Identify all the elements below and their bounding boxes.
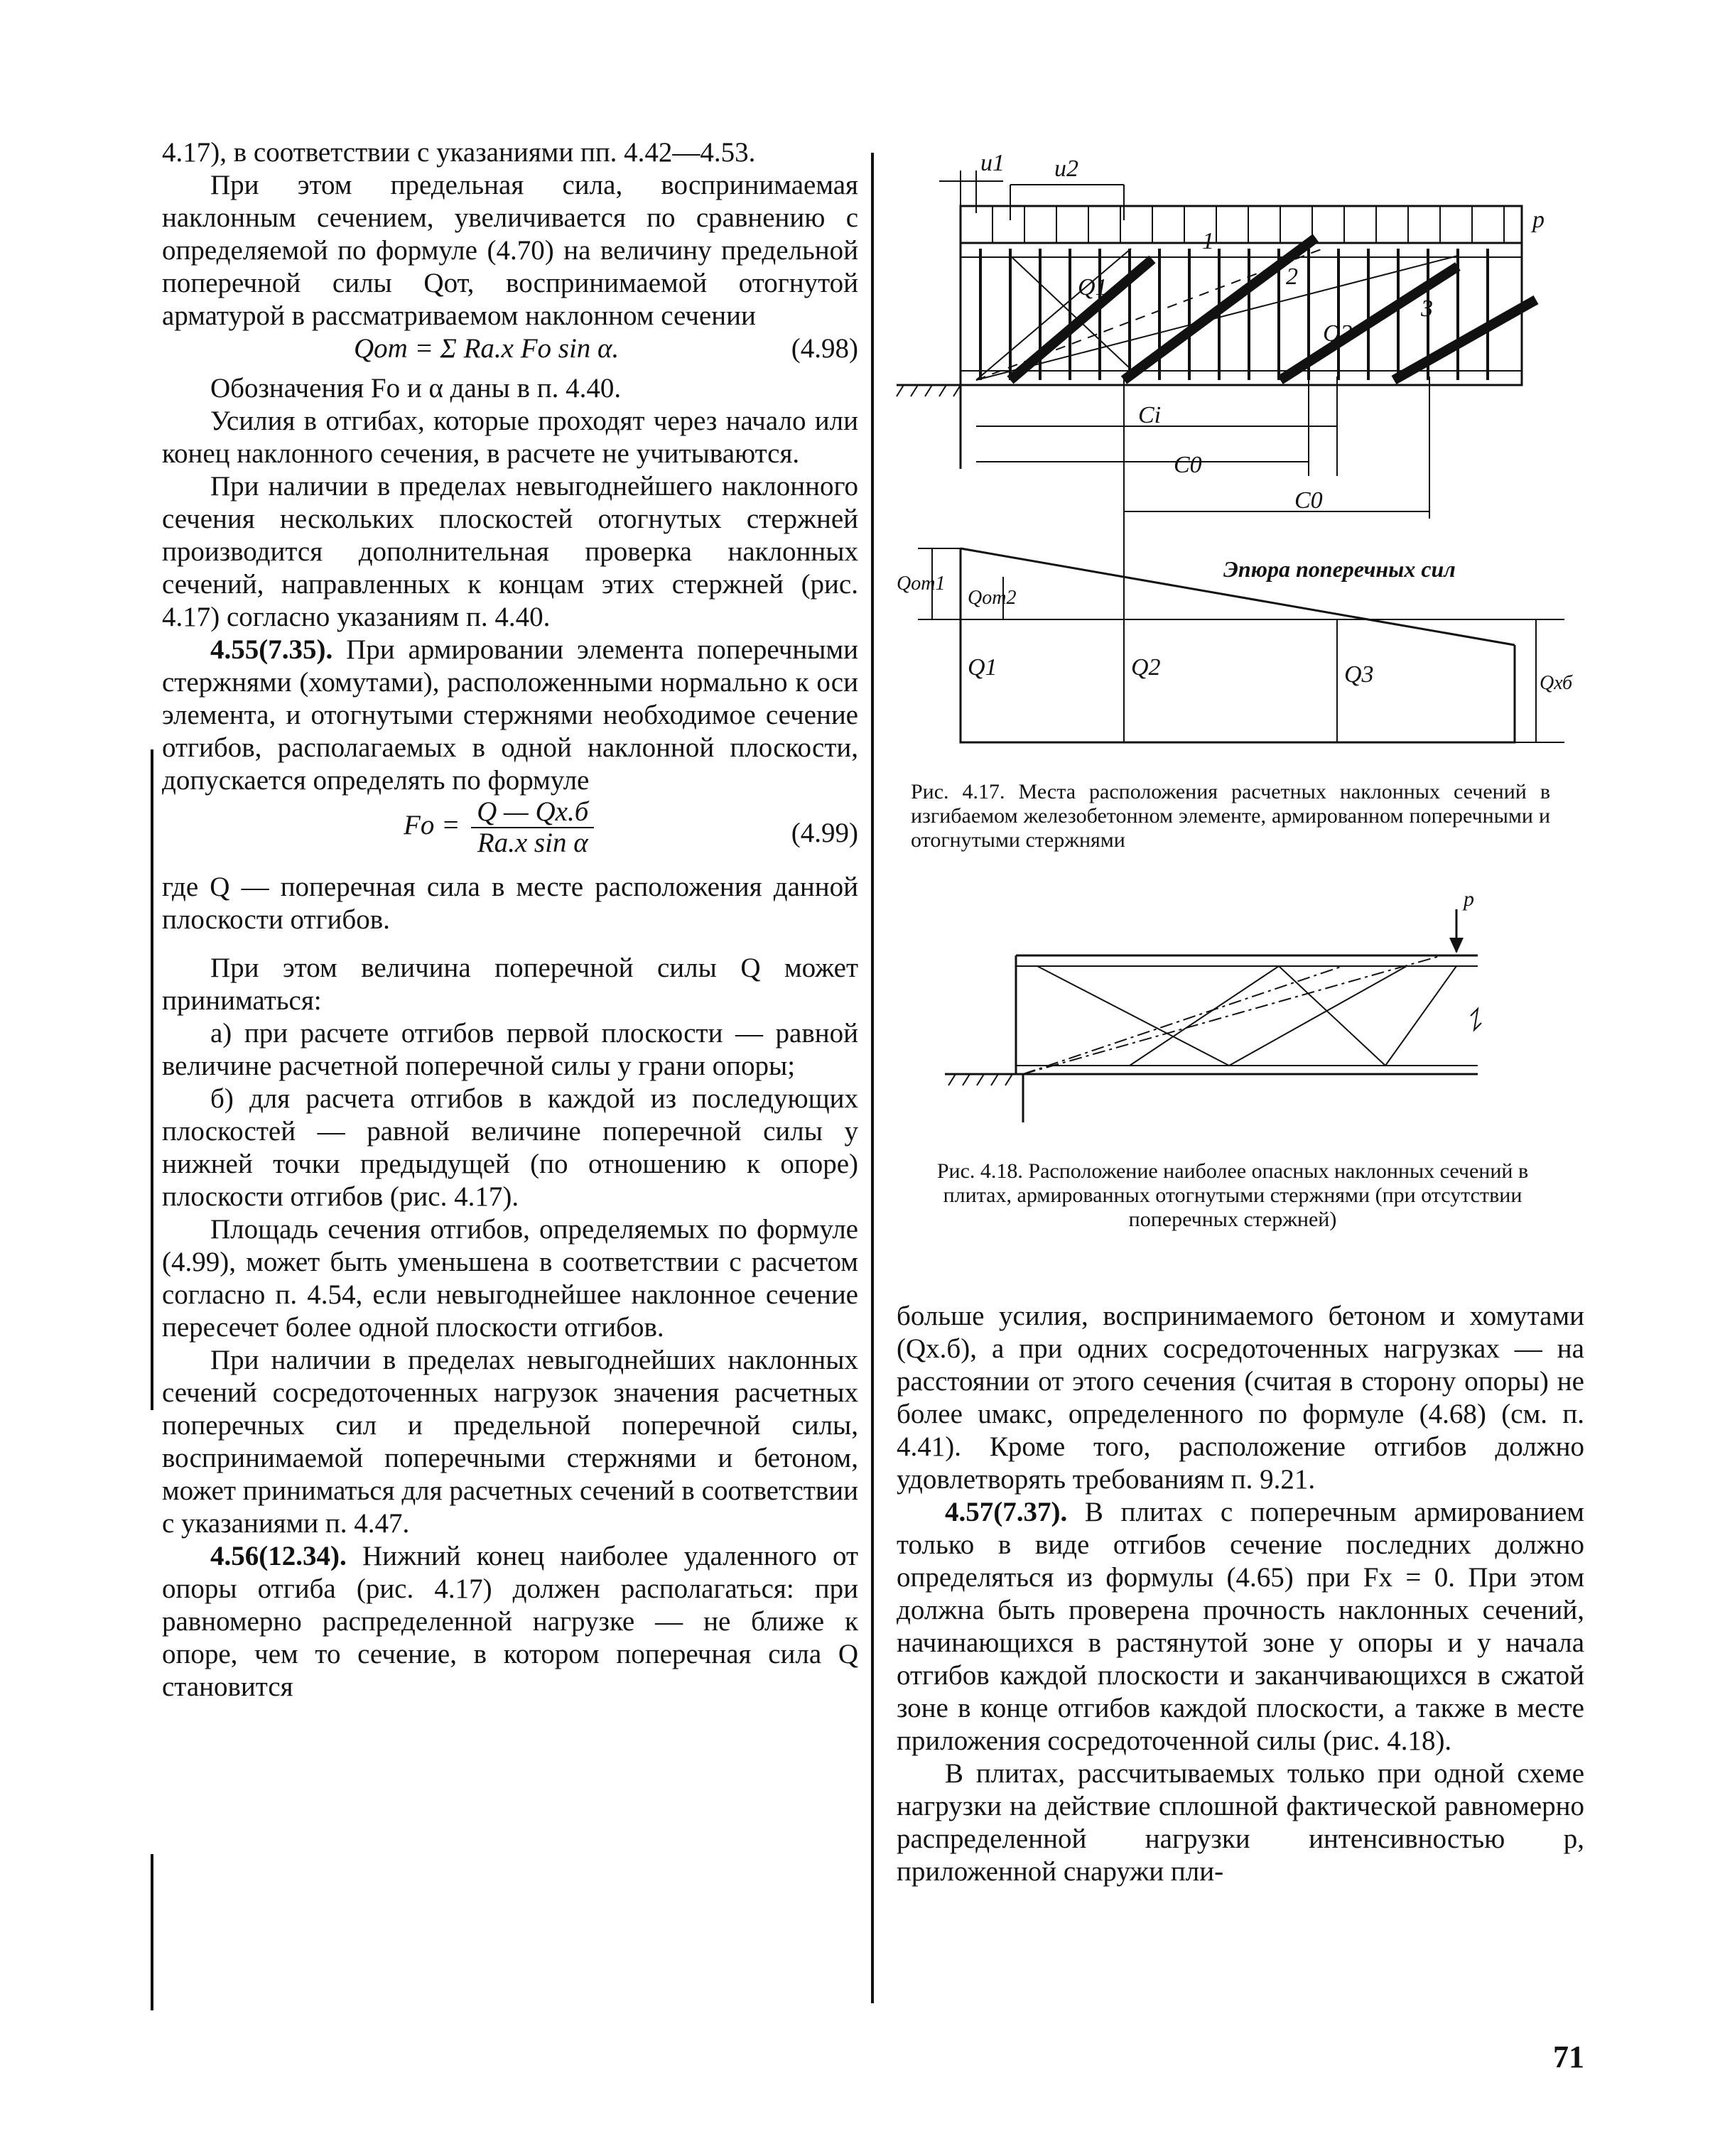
page-number: 71 <box>1553 2039 1584 2074</box>
figure-4-18 <box>945 888 1527 1130</box>
equation-lhs: Fо = <box>404 809 460 840</box>
equation-4-98 <box>162 332 858 372</box>
figure-4-18-caption: Рис. 4.18. Расположение наиболее опасных наклонных сечений в плитах, армированных отогнутыми стержнями (при отсутствии поперечных стержней) <box>936 1159 1529 1231</box>
fraction <box>471 797 594 858</box>
right-column <box>897 1300 1584 1888</box>
label-2: 2 <box>1286 264 1298 290</box>
paragraph-text: При армировании элемента поперечными стержнями (хомутами), расположенными нормально к оси элемента, и отогнутыми стержнями необходимое сечение отгибов, располагаемых в одной наклонной плоскости, допускается определять по формуле <box>162 634 858 796</box>
paragraph: а) при расчете отгибов первой плоскости — равной величине расчетной поперечной силы у грани опоры; <box>162 1018 858 1081</box>
label-q2: Q2 <box>1131 654 1161 681</box>
label-diagram-title: Эпюра поперечных сил <box>1223 556 1456 582</box>
paragraph <box>162 1540 858 1703</box>
beam-outline <box>961 243 1522 385</box>
label-Q2: Q2 <box>1323 320 1353 347</box>
paragraph <box>897 1496 1584 1757</box>
paragraph: 4.17), в соответствии с указаниями пп. 4.42—4.53. <box>162 137 756 168</box>
label-c0b: C0 <box>1294 487 1323 514</box>
label-qot2: Qот2 <box>968 587 1017 609</box>
label-p: p <box>1532 207 1545 233</box>
dangerous-sections <box>1023 955 1442 1074</box>
change-bar <box>151 1854 153 2010</box>
equation-4-99 <box>162 797 858 871</box>
label-u1: u1 <box>980 150 1005 176</box>
paragraph <box>162 634 858 797</box>
paragraph: Обозначения Fо и α даны в п. 4.40. <box>210 373 622 403</box>
paragraph: При наличии в пределах невыгоднейшего наклонного сечения нескольких плоскостей отогнутых стержней производится дополнительная проверка наклонных сечений, направленных к концам этих стержней (рис. 4.17) согласно указаниям п. 4.40. <box>162 471 858 632</box>
paragraph: При этом величина поперечной силы Q может приниматься: <box>162 953 858 1016</box>
label-ci: Ci <box>1138 402 1162 428</box>
equation-body: Qот = Σ Ra.x Fo sin α. <box>354 333 620 364</box>
paragraph: где Q — поперечная сила в месте расположения данной плоскости отгибов. <box>162 872 858 935</box>
label-1: 1 <box>1202 228 1214 254</box>
change-bar <box>871 153 874 2003</box>
equation-number: (4.99) <box>791 818 858 848</box>
paragraph: б) для расчета отгибов в каждой из последующих плоскостей — равной величине поперечной силы у нижней точки предыдущей (по отношению к опоре) плоскости отгибов (рис. 4.17). <box>162 1083 858 1212</box>
label-qxb: Qхб <box>1540 672 1573 694</box>
support-hatch <box>948 1074 1012 1085</box>
paragraph: При этом предельная сила, воспринимаемая наклонным сечением, увеличивается по сравнению с определяемой по формуле (4.70) на величину предельной поперечной силы Qот, воспринимаемой отогнутой арматурой в рассматриваемом наклонном сечении <box>162 170 858 331</box>
bent-bars <box>1037 966 1456 1066</box>
paragraph: Усилия в отгибах, которые проходят через начало или конец наклонного сечения, в расчете не учитываются. <box>162 406 858 469</box>
load-strip <box>961 206 1522 243</box>
section-number: 4.56(12.34). <box>210 1541 347 1571</box>
label-c0a: C0 <box>1174 452 1202 478</box>
label-q3: Q3 <box>1344 661 1374 688</box>
load-strip-ticks <box>992 206 1504 243</box>
paragraph-text: Нижний конец наиболее удаленного от опоры отгиба (рис. 4.17) должен располагаться: при равномерно распределенной нагрузке — не ближе к опоре, чем то сечение, в котором поперечная сила Q становится <box>162 1541 858 1702</box>
label-u2: u2 <box>1054 156 1078 182</box>
label-Q1: Q1 <box>1078 274 1108 300</box>
equation-number: (4.98) <box>791 333 858 364</box>
fraction-numerator: Q — Qх.б <box>471 797 594 828</box>
section-number: 4.55(7.35). <box>210 634 333 665</box>
left-column <box>162 136 858 1703</box>
label-p: p <box>1464 887 1474 911</box>
paragraph-text: В плитах с поперечным армированием только в виде отгибов сечение последних должно определяться из формулы (4.65) при Fх = 0. При этом должна быть проверена прочность наклонных сечений, начинающихся в растянутой зоне у опоры и у начала отгибов каждой плоскости и заканчивающихся в сжатой зоне в конце отгибов каждой плоскости, а также в месте приложения сосредоточенной силы (рис. 4.18). <box>897 1497 1584 1756</box>
figure-4-17 <box>897 142 1573 781</box>
label-qot1: Qот1 <box>897 573 946 595</box>
fraction-denominator: Ra.x sin α <box>477 828 588 858</box>
change-bar <box>151 749 153 1410</box>
equation-body <box>404 797 598 858</box>
paragraph: В плитах, рассчитываемых только при одной схеме нагрузки на действие сплошной фактической равномерно распределенной нагрузки интенсивностью p, приложенной снаружи пли- <box>897 1758 1584 1887</box>
figure-4-17-caption: Рис. 4.17. Места расположения расчетных наклонных сечений в изгибаемом железобетонном элементе, армированном поперечными и отогнутыми стержнями <box>911 780 1550 852</box>
label-q1: Q1 <box>968 654 997 681</box>
label-3: 3 <box>1421 296 1433 322</box>
paragraph: больше усилия, воспринимаемого бетоном и хомутами (Qх.б), а при одних сосредоточенных нагрузках — на расстоянии от этого сечения (считая в сторону опоры) не более uмакс, определенного по формуле (4.68) (см. п. 4.41). Кроме того, расположение отгибов должно удовлетворять требованиям п. 9.21. <box>897 1301 1584 1495</box>
support-hatch <box>897 385 961 396</box>
break-mark <box>1471 1009 1481 1030</box>
section-number: 4.57(7.37). <box>945 1497 1068 1527</box>
paragraph: При наличии в пределах невыгоднейших наклонных сечений сосредоточенных нагрузок значения расчетных поперечных сил и предельной поперечной силы, воспринимаемой поперечными стержнями и бетоном, может приниматься для расчетных сечений в соответствии с указаниями п. 4.47. <box>162 1345 858 1539</box>
paragraph: Площадь сечения отгибов, определяемых по формуле (4.99), может быть уменьшена в соответствии с расчетом согласно п. 4.54, если невыгоднейшее наклонное сечение пересечет более одной плоскости отгибов. <box>162 1214 858 1343</box>
